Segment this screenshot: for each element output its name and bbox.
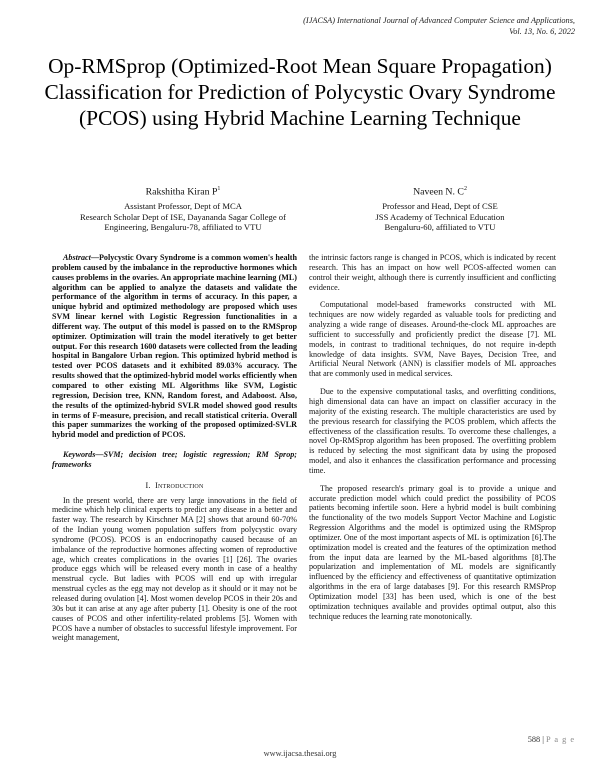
footer-url: www.ijacsa.thesai.org bbox=[263, 749, 337, 758]
journal-header bbox=[175, 16, 575, 37]
author-name: Naveen N. $C^2$ bbox=[413, 186, 467, 198]
author-affiliation: Research Scholar Dept of ISE, Dayananda Sagar College of Engineering, Bengaluru-78, affiliated to VTU bbox=[80, 211, 286, 233]
body-paragraph: The proposed research's primary goal is to provide a unique and accurate prediction model which could predict the possibility of PCOS patients becoming infertile soon. Here a hybrid model is built combining the functionality of the two models Support Vector Machine and Logistic Regression Algorithms and the model is optimized using the RMSprop optimizer. One of the most important aspects of ML is optimization [6].The optimization model is created and the features of the optimization method from the input data are learned by the ML-based algorithms [8].The popularization and implementation of ML models are significantly influenced by the efficiency and effectiveness of quantitative optimization algorithms in the era of large databases [9]. For this research RMSProp Optimization model [33] has been used, which is one of the best optimization techniques available and provides optimal output, also this technique reduces the learning rate monotonically. bbox=[309, 483, 556, 621]
author-affiliation: Assistant Professor, Dept of MCA bbox=[124, 201, 242, 212]
body-paragraph: Computational model-based frameworks constructed with ML techniques are now widely regarded as valuable tools for predicting and analyzing a wide range of diseases. Around-the-clock ML approaches are sufficient to successfully and proficiently predict the disease [7]. ML models, in contrast to traditional techniques, do not require in-depth knowledge of data insights. SVM, Nave Bayes, Decision Tree, and Artificial Neural Network (ANN) is classifier models of ML approaches that are commonly used in medical services. bbox=[309, 300, 556, 379]
page-number: 588 | P a g e bbox=[527, 735, 575, 744]
left-column bbox=[52, 253, 297, 643]
paper-title: Op-RMSprop (Optimized-Root Mean Square Propagation) Classification for Prediction of Polycystic Ovary Syndrome (PCOS) using Hybrid Machine Learning Technique bbox=[44, 54, 556, 131]
body-paragraph: In the present world, there are very large innovations in the field of medicine which help clinical experts to predict any disease in a better and faster way. The research by Kirschner MA [2] shows that around 60-70% of the Indian young women population suffers from polycystic ovary syndrome (PCOS). PCOS is an endocrinopathy caused because of an imbalance of the reproductive hormones affecting women of reproductive age, which creates complications in the ovaries [1] [26]. The ovaries produce eggs which will be released every month in case of a healthy menstrual cycle. But ladies with PCOS will end up with irregular menstrual cycles as the egg may not develop as it should or it may not be released during ovulation [4]. Most women develop PCOS in their 20s and 30s but it can arise at any age after puberty [1]. Obesity is one of the root causes of PCOS and other infertility-related problems [5]. Women with PCOS have a number of obstacles to successful lifestyle improvement. For weight management, bbox=[52, 495, 297, 643]
abstract: Abstract—Polycystic Ovary Syndrome is a common women's health problem caused by the imbalance in the reproductive hormones which causes problems in the ovaries. An appropriate machine learning (ML) algorithm can be applied to analyze the datasets and validate the performance of the algorithm in terms of accuracy. In this paper, a unique hybrid and optimized methodology are proposed which uses SVM linear kernel with Logistic Regression functionalities in a different way. The output of this model is passed on to the RMSprop optimizer. Optimization will train the model iteratively to get better output. For this research 1600 datasets were collected from the leading hospital in Bangalore Urban region. This optimized hybrid method is tested over PCOS datasets and it exhibited 89.03% accuracy. The results showed that the optimized-hybrid model works efficiently when compared to other existing ML Algorithms like SVM, Logistic regression, Decision tree, KNN, Random forest, and Adaboost. Also, the results of the optimized-hybrid SVLR model showed good results in terms of F-measure, precision, and recall statistical criteria. Overall this paper summarizes the working of the proposed optimized-SVLR hybrid model and prediction of PCOS. bbox=[52, 253, 297, 440]
author-block-1 bbox=[68, 183, 298, 233]
author-affiliation: Professor and Head, Dept of CSE bbox=[382, 201, 498, 212]
journal-name: (IJACSA) International Journal of Advanced Computer Science and Applications, bbox=[303, 16, 575, 25]
keywords: Keywords—SVM; decision tree; logistic regression; RM Sprop; frameworks bbox=[52, 450, 297, 469]
journal-volume: Vol. 13, No. 6, 2022 bbox=[509, 26, 575, 36]
body-paragraph: the intrinsic factors range is changed in PCOS, which is indicated by recent research. This has an impact on how well PCOS-affected women can control their weight, although there is currently insufficient and conflicting evidence. bbox=[309, 253, 556, 292]
author-affiliation: Bengaluru-60, affiliated to VTU bbox=[384, 222, 496, 233]
author-affiliation: JSS Academy of Technical Education bbox=[375, 211, 505, 222]
section-heading: I. Introduction bbox=[145, 480, 204, 490]
author-block-2 bbox=[322, 183, 558, 233]
right-column bbox=[309, 253, 556, 630]
body-paragraph: Due to the expensive computational tasks, and overfitting conditions, high dimensional data can have an impact on classifier accuracy in the majority of the existing research. The multiple characteristics are used by the previous research for classifying the PCOS problem, which affects the effectiveness of the classification results. To overcome these challenges, a novel Op-RMSprop algorithm has been proposed. The overfitting problem is reduced by selecting the most significant data by using the proposed model, and also it enhances the classification performance and processing time. bbox=[309, 387, 556, 475]
author-name: Rakshitha Kiran $P^1$ bbox=[145, 186, 221, 198]
